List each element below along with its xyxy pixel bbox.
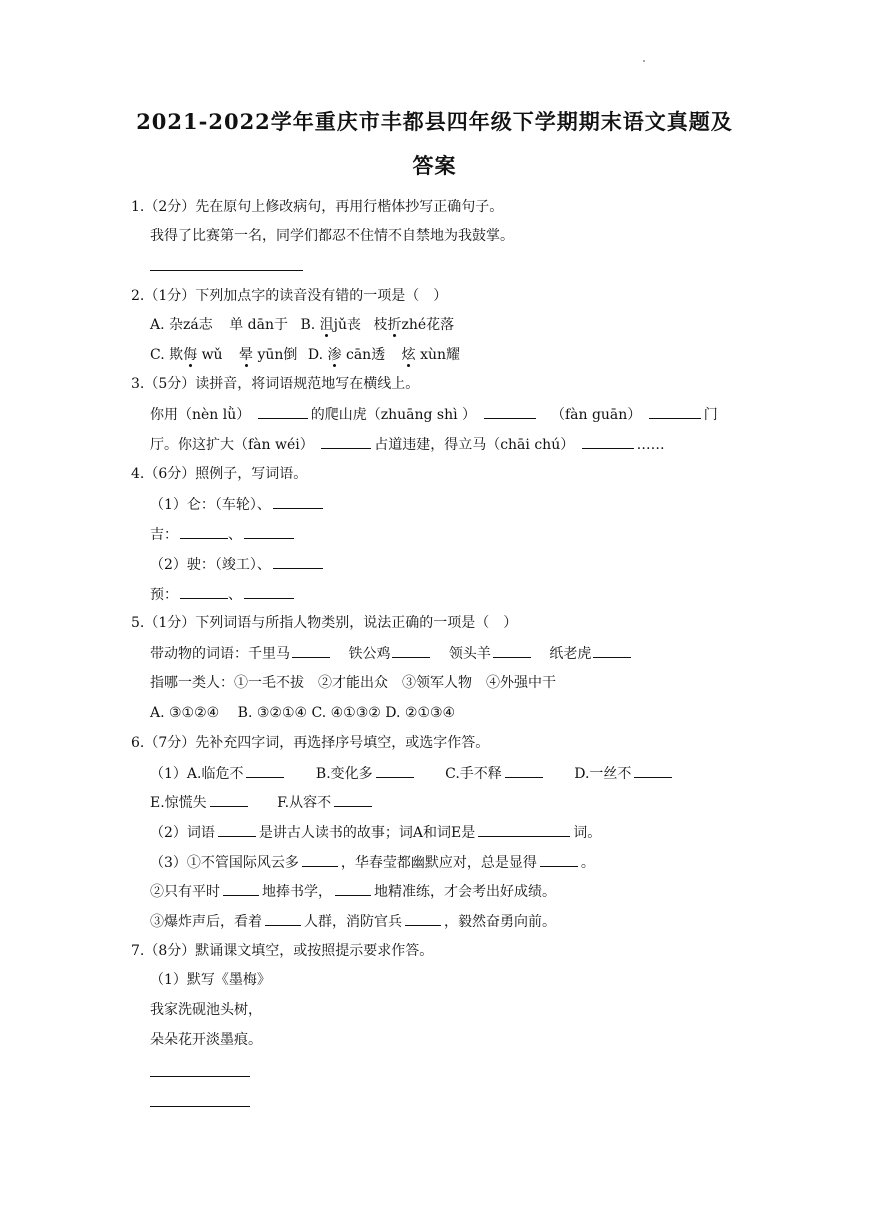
question-5-stem: 5.（1分）下列词语与所指人物类别，说法正确的一项是（ ）: [131, 615, 518, 631]
option-c-label: C. 欺: [150, 347, 184, 363]
option-c-word2: yūn倒: [257, 347, 298, 363]
animal-words-label: 带动物的词语：千里马: [150, 646, 290, 662]
poem-line-2: 朵朵花开淡墨痕。: [150, 1032, 262, 1048]
idiom-a: （1）A.临危不: [150, 766, 244, 782]
question-2-options-cd: [150, 345, 460, 365]
option-d-word1: cān透: [345, 347, 386, 363]
answer-blank[interactable]: [180, 584, 228, 599]
text-continuation: 门: [703, 407, 718, 423]
word-2: 铁公鸡: [348, 646, 391, 662]
question-4-stem: 4.（6分）照例子，写词语。: [131, 466, 308, 482]
question-3-stem: 3.（5分）读拼音，将词语规范地写在横线上。: [131, 376, 420, 392]
answer-blank[interactable]: [493, 643, 531, 658]
option-c-word1: wǔ: [201, 347, 223, 363]
part-2-label: （2）驶：（竣工）、: [150, 557, 271, 573]
answer-line[interactable]: [150, 270, 303, 271]
answer-blank[interactable]: [265, 911, 301, 926]
option-d-dotted-char: 渗: [327, 347, 342, 363]
part-4-text: 地捧书学，: [262, 884, 332, 900]
part-3-text: ，华春莹都幽默应对，总是显得: [340, 855, 537, 871]
answer-blank[interactable]: [484, 404, 536, 419]
answer-blank[interactable]: [292, 643, 330, 658]
word-3: 领头羊: [448, 646, 491, 662]
option-b-dotted-char: 沮: [319, 317, 334, 333]
answer-blank[interactable]: [223, 881, 259, 896]
answer-blank[interactable]: [244, 524, 294, 539]
question-6-part5: [150, 911, 556, 932]
option-d-dotted-char2: 炫: [401, 347, 416, 363]
question-4-part1b: [150, 524, 294, 545]
part-2-end: 词。: [573, 825, 602, 841]
question-2-stem: 2.（1分）下列加点字的读音没有错的一项是（ ）: [131, 288, 448, 304]
answer-blank[interactable]: [505, 763, 543, 778]
separator: 、: [228, 527, 242, 543]
answer-blank[interactable]: [218, 822, 256, 837]
answer-blank[interactable]: [210, 792, 248, 807]
question-6-part1-cont: [150, 792, 375, 813]
answer-blank[interactable]: [335, 881, 371, 896]
option-d-label: D.: [307, 347, 328, 363]
scan-dot: [643, 60, 645, 62]
part-2-label: （2）词语: [150, 825, 215, 841]
answer-blank[interactable]: [180, 524, 228, 539]
option-c-dotted-char2: 晕: [239, 347, 254, 363]
question-4-part2b: [150, 584, 294, 605]
option-b-label: B.: [300, 317, 320, 333]
part-1b-label: 吉：: [150, 527, 178, 543]
question-6-part4: [150, 881, 556, 902]
option-a-label2: 单: [229, 317, 244, 333]
option-b-char: 枝: [373, 317, 388, 333]
answer-blank[interactable]: [244, 584, 294, 599]
part-2-text: 是讲古人读书的故事；词A和词E是: [258, 825, 476, 841]
answer-blank[interactable]: [376, 763, 414, 778]
part-5-label: ③爆炸声后，看着: [150, 914, 262, 930]
page-title: 2021-2022学年重庆市丰都县四年级下学期期末语文真题及: [136, 109, 733, 134]
question-1-sentence: 我得了比赛第一名，同学们都忍不住情不自禁地为我鼓掌。: [150, 228, 514, 244]
question-3-line2: [150, 434, 665, 455]
question-6-part1: [150, 763, 675, 784]
option-b-word1: jǔ丧: [333, 317, 361, 333]
answer-blank[interactable]: [273, 494, 323, 509]
separator: 、: [228, 587, 242, 603]
question-4-part2: [150, 554, 323, 575]
ellipsis: ……: [636, 437, 665, 453]
answer-line[interactable]: [150, 1106, 250, 1107]
question-3-line1: [150, 404, 718, 425]
question-4-part1: [150, 494, 323, 515]
answer-blank[interactable]: [273, 554, 323, 569]
answer-blank[interactable]: [478, 822, 570, 837]
idiom-c: C.手不释: [445, 766, 502, 782]
part-5-text: 人群，消防官兵: [304, 914, 402, 930]
answer-blank[interactable]: [321, 434, 371, 449]
answer-blank[interactable]: [593, 643, 631, 658]
idiom-e: E.惊慌失: [150, 795, 207, 811]
option-b-word2: zhé花落: [401, 317, 455, 333]
answer-blank[interactable]: [258, 404, 308, 419]
answer-blank[interactable]: [392, 643, 430, 658]
answer-blank[interactable]: [405, 911, 441, 926]
option-a-word1: zá志: [183, 317, 213, 333]
pinyin-1: 你用（nèn lǜ）: [150, 407, 251, 423]
idiom-f: F.从容不: [277, 795, 332, 811]
answer-blank[interactable]: [540, 852, 578, 867]
pinyin-5: 占道违建，得立马（chāi chú）: [374, 437, 575, 453]
question-6-part2: [150, 822, 601, 843]
page-title-cont: 答案: [412, 153, 457, 178]
option-b-dotted-char2: 折: [387, 317, 402, 333]
part-4-end: 地精准练，才会考出好成绩。: [374, 884, 556, 900]
option-a-word2: dān于: [247, 317, 288, 333]
pinyin-4: 厅。你这扩大（fàn wéi）: [150, 437, 314, 453]
answer-blank[interactable]: [634, 763, 672, 778]
question-5-line2: 指哪一类人：①一毛不拔 ②才能出众 ③领军人物 ④外强中干: [150, 675, 556, 691]
answer-blank[interactable]: [582, 434, 634, 449]
idiom-b: B.变化多: [315, 766, 373, 782]
answer-line[interactable]: [150, 1076, 250, 1077]
question-5-line1: [150, 643, 631, 664]
pinyin-2: 的爬山虎（zhuāng shì ）: [310, 407, 477, 423]
word-4: 纸老虎: [549, 646, 592, 662]
answer-blank[interactable]: [334, 792, 372, 807]
part-3-end: 。: [580, 855, 595, 871]
question-6-stem: 6.（7分）先补充四字词，再选择序号填空，或选字作答。: [131, 735, 490, 751]
part-5-end: ，毅然奋勇向前。: [444, 914, 556, 930]
question-2-options-ab: [150, 315, 454, 335]
part-4-label: ②只有平时: [150, 884, 220, 900]
question-5-options: A. ③①②④ B. ③②①④ C. ④①③② D. ②①③④: [150, 705, 456, 721]
answer-blank[interactable]: [649, 404, 701, 419]
question-1-stem: 1.（2分）先在原句上修改病句，再用行楷体抄写正确句子。: [131, 199, 504, 215]
part-2b-label: 预：: [150, 587, 178, 603]
option-c-dotted-char: 侮: [183, 347, 198, 363]
answer-blank[interactable]: [246, 763, 284, 778]
part-1-label: （1）仑：（车轮）、: [150, 497, 271, 513]
question-7-stem: 7.（8分）默诵课文填空，或按照提示要求作答。: [131, 943, 434, 959]
pinyin-3: （fàn guān）: [550, 407, 642, 423]
option-a-label: A. 杂: [150, 317, 184, 333]
option-d-word2: xùn耀: [420, 347, 461, 363]
poem-line-1: 我家洗砚池头树，: [150, 1002, 262, 1018]
idiom-d: D.一丝不: [574, 766, 632, 782]
question-6-part3: [150, 852, 595, 873]
answer-blank[interactable]: [302, 852, 338, 867]
part-3-label: （3）①不管国际风云多: [150, 855, 299, 871]
question-7-part1: （1）默写《墨梅》: [150, 972, 271, 988]
